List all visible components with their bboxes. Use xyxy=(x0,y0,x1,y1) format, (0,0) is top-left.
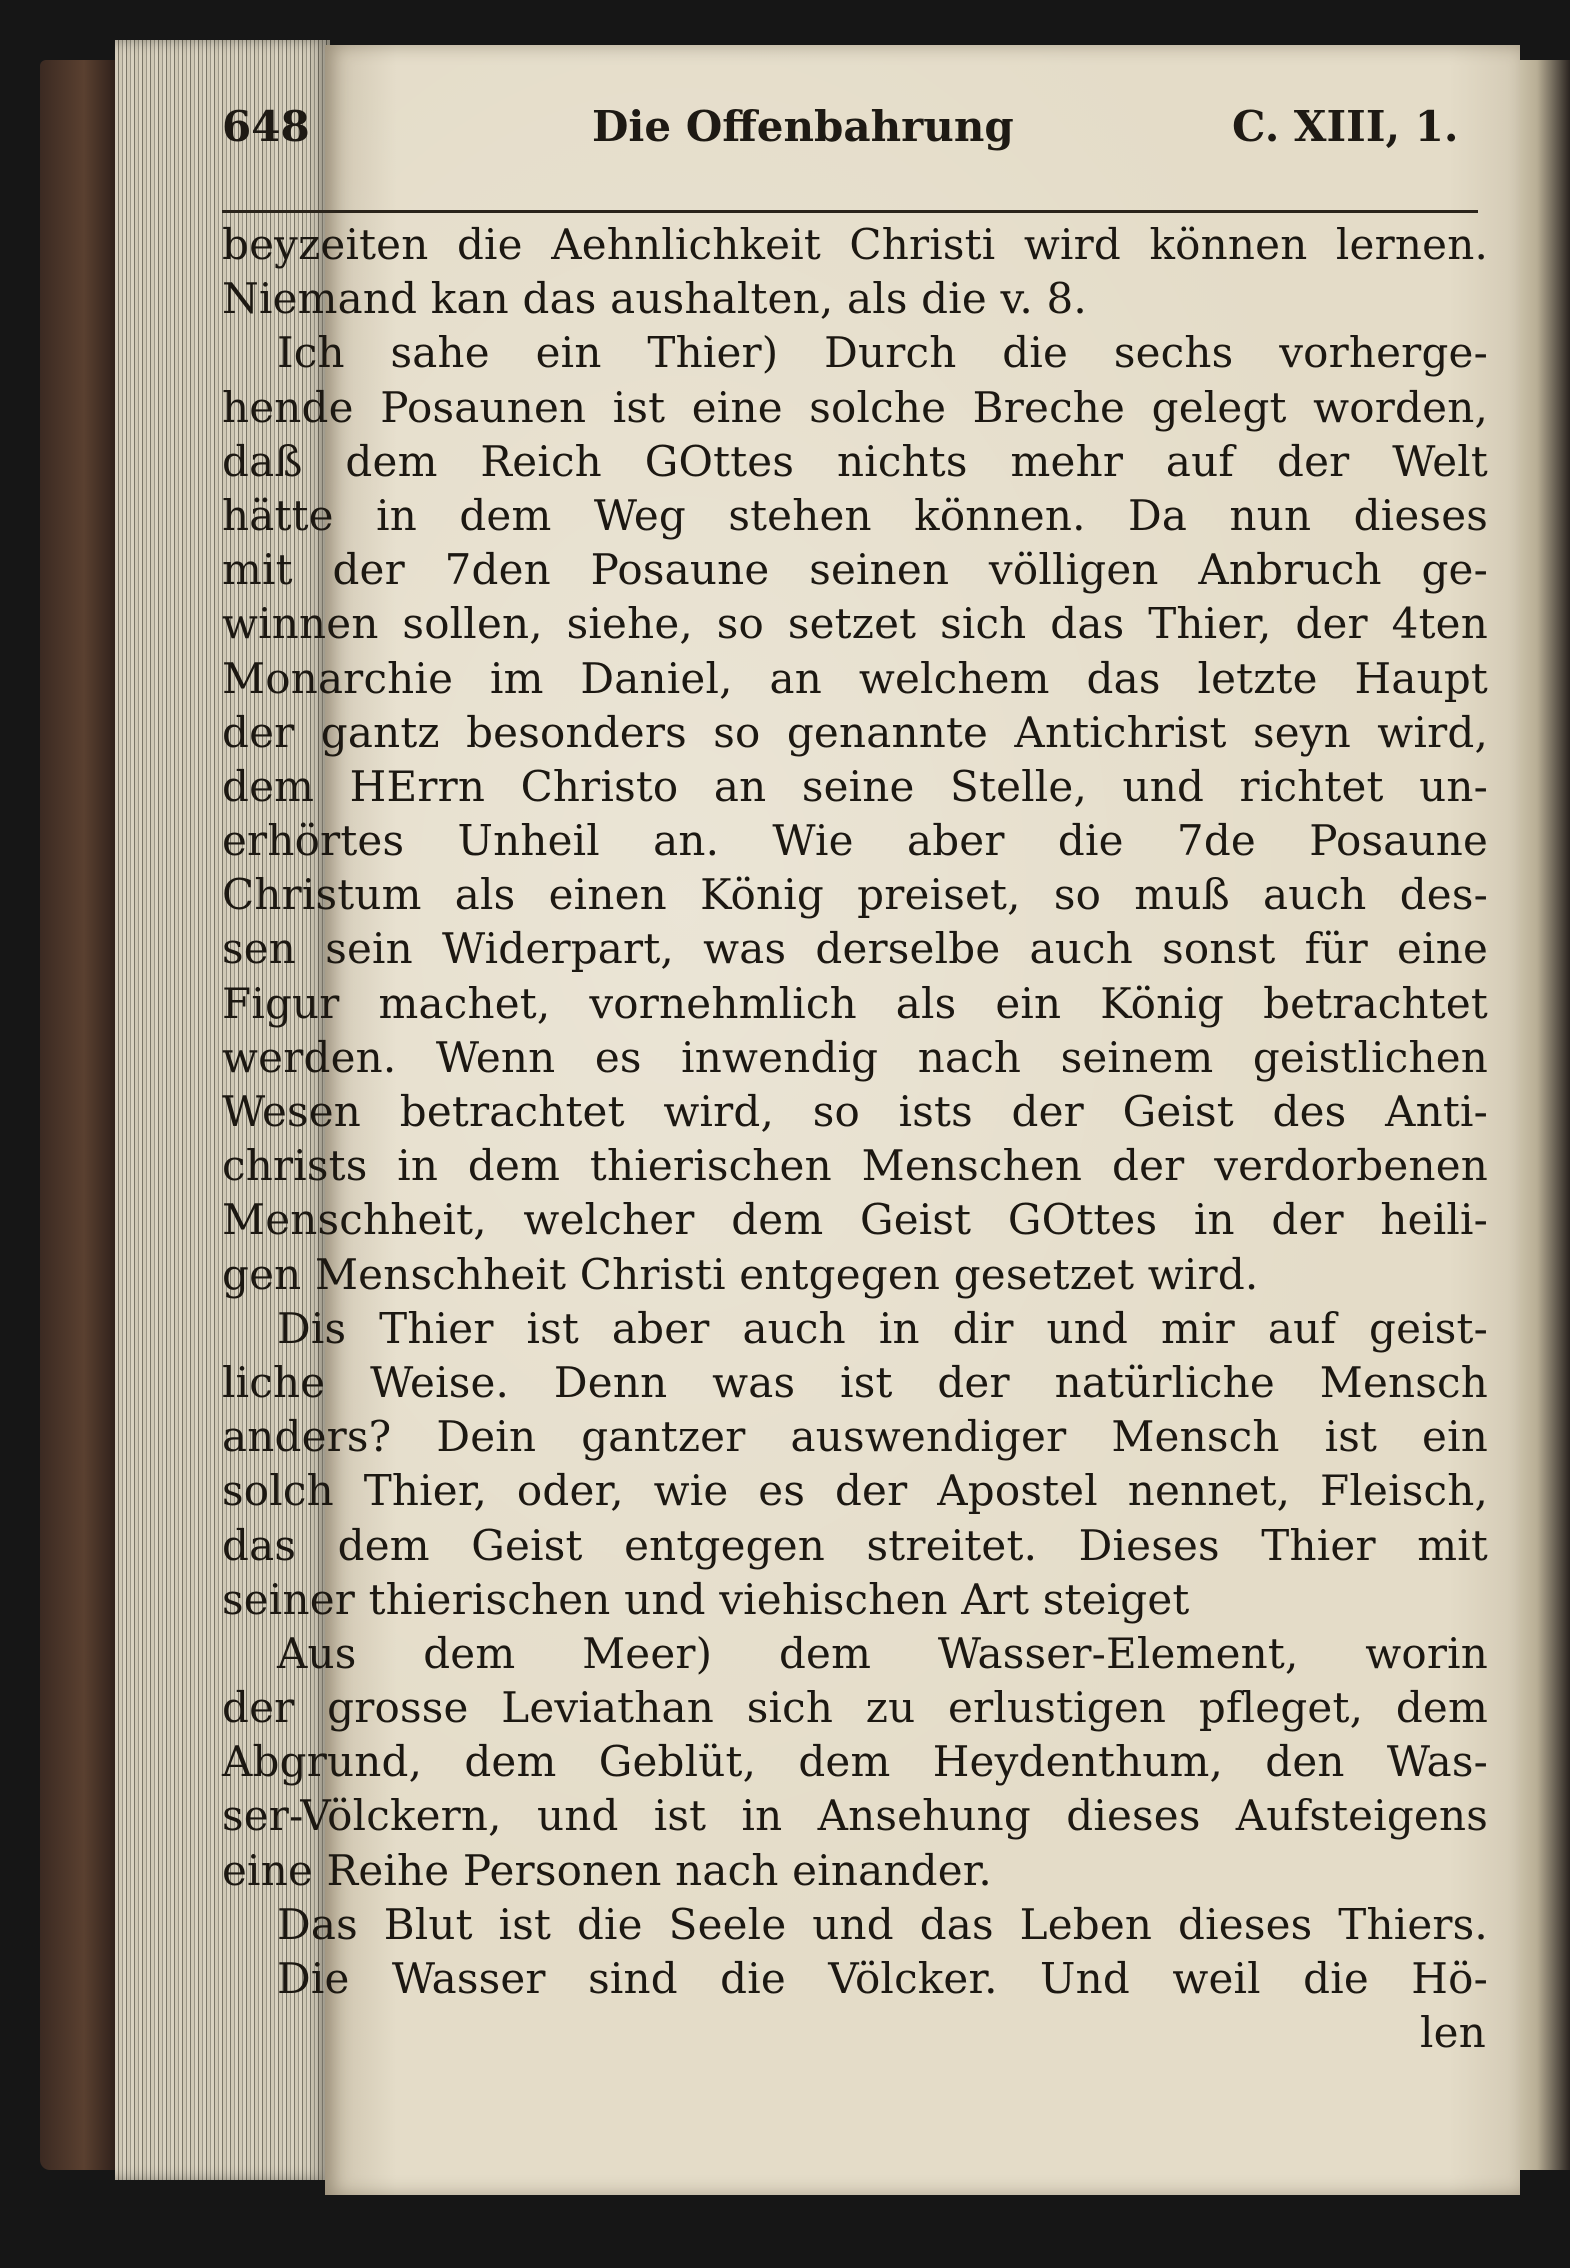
header-rule xyxy=(222,210,1478,213)
text-line: Menschheit, welcher dem Geist GOttes in der heili- xyxy=(222,1195,1488,1245)
text-line: Wesen betrachtet wird, so ists der Geist des Anti- xyxy=(222,1087,1488,1136)
text-line: solch Thier, oder, wie es der Apostel nennet, Fleisch, xyxy=(222,1466,1488,1516)
text-line: Christum als einen König preiset, so muß auch des- xyxy=(222,870,1488,920)
text-line: eine Reihe Personen nach einander. xyxy=(222,1845,992,1895)
page-header xyxy=(222,102,1488,172)
text-line: erhörtes Unheil an. Wie aber die 7de Posaune xyxy=(222,816,1488,866)
text-line: Das Blut ist die Seele und das Leben dieses Thiers. xyxy=(277,1899,1488,1949)
text-line: der gantz besonders so genannte Antichrist seyn wird, xyxy=(222,707,1488,757)
text-line: daß dem Reich GOttes nichts mehr auf der Welt xyxy=(222,436,1488,486)
text-line: beyzeiten die Aehnlichkeit Christi wird können lernen. xyxy=(222,220,1488,269)
body-text xyxy=(222,218,1488,2060)
text-line: hätte in dem Weg stehen können. Da nun dieses xyxy=(222,490,1488,540)
text-line: Die Wasser sind die Völcker. Und weil die Hö- xyxy=(277,1954,1488,2003)
text-line: der grosse Leviathan sich zu erlustigen pfleget, dem xyxy=(222,1683,1488,1733)
text-line: Figur machet, vornehmlich als ein König betrachtet xyxy=(222,978,1488,1028)
facing-page-edge xyxy=(1515,60,1570,2170)
text-line: Monarchie im Daniel, an welchem das letzte Haupt xyxy=(222,653,1488,703)
running-title: Die Offenbahrung xyxy=(592,102,1014,151)
chapter-reference: C. XIII, 1. xyxy=(1232,102,1459,151)
text-line: Dis Thier ist aber auch in dir und mir auf geist- xyxy=(277,1303,1488,1353)
text-line: Niemand kan das aushalten, als die v. 8. xyxy=(222,274,1087,324)
text-line: Ich sahe ein Thier) Durch die sechs vorherge- xyxy=(277,328,1488,378)
text-line: sen sein Widerpart, was derselbe auch sonst für eine xyxy=(222,924,1488,974)
text-line: gen Menschheit Christi entgegen gesetzet wird. xyxy=(222,1249,1259,1299)
text-line: mit der 7den Posaune seinen völligen Anbruch ge- xyxy=(222,545,1488,595)
text-line: anders? Dein gantzer auswendiger Mensch ist ein xyxy=(222,1412,1488,1462)
text-line: hende Posaunen ist eine solche Breche gelegt worden, xyxy=(222,382,1488,432)
text-line: Abgrund, dem Geblüt, dem Heydenthum, den Was- xyxy=(222,1737,1488,1787)
page-number: 648 xyxy=(222,102,310,151)
text-line: seiner thierischen und viehischen Art steiget xyxy=(222,1574,1190,1624)
text-line: das dem Geist entgegen streitet. Dieses Thier mit xyxy=(222,1520,1488,1570)
text-line: ser-Völckern, und ist in Ansehung dieses Aufsteigens xyxy=(222,1791,1488,1841)
text-line: christs in dem thierischen Menschen der verdorbenen xyxy=(222,1141,1488,1191)
text-line: liche Weise. Denn was ist der natürliche Mensch xyxy=(222,1357,1488,1407)
text-line: Aus dem Meer) dem Wasser-Element, worin xyxy=(277,1628,1488,1678)
book-cover-edge xyxy=(40,60,120,2170)
text-line: werden. Wenn es inwendig nach seinem geistlichen xyxy=(222,1032,1488,1082)
text-line: dem HErrn Christo an seine Stelle, und richtet un- xyxy=(222,761,1488,811)
catchword: len xyxy=(1420,2008,1486,2058)
text-line: winnen sollen, siehe, so setzet sich das Thier, der 4ten xyxy=(222,599,1488,649)
